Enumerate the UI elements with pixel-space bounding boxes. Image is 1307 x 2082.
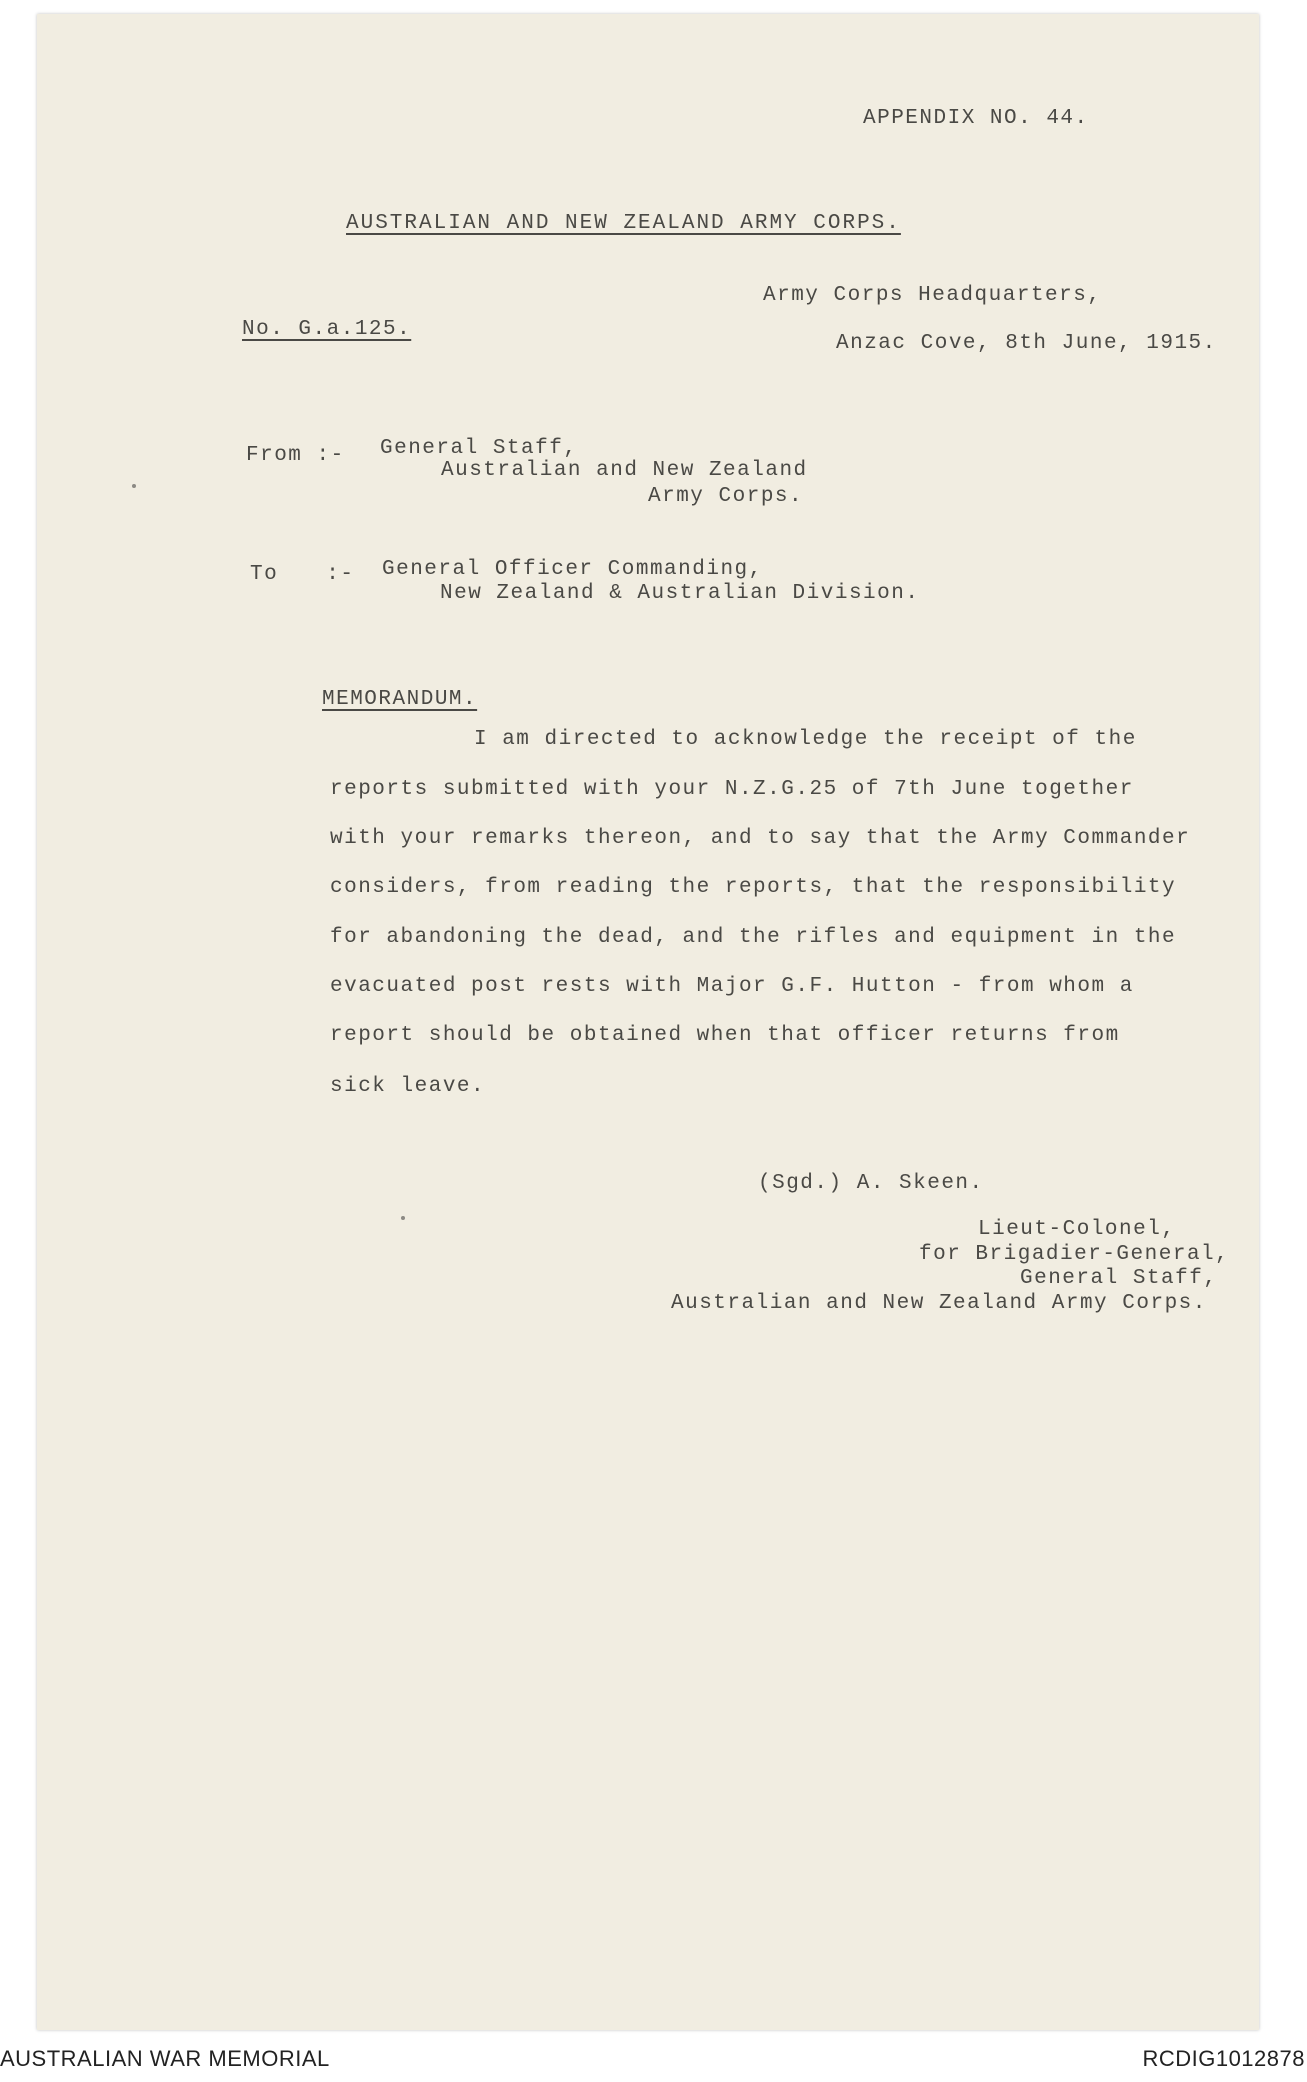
body-line: with your remarks thereon, and to say that the Army Commander — [330, 827, 1191, 850]
reference-number: No. G.a.125. — [242, 318, 412, 341]
body-line: considers, from reading the reports, that the responsibility — [330, 876, 1177, 899]
to-label: To :- — [250, 563, 355, 586]
body-line: sick leave. — [330, 1075, 486, 1098]
from-label: From :- — [246, 444, 345, 467]
footer-archive-name: AUSTRALIAN WAR MEMORIAL — [0, 2046, 330, 2071]
memorandum-page — [37, 14, 1259, 2030]
signature: (Sgd.) A. Skeen. — [758, 1172, 984, 1195]
body-line: report should be obtained when that officer returns from — [330, 1024, 1120, 1047]
signature-title: General Staff, — [1020, 1267, 1218, 1290]
from-line: General Staff, — [380, 437, 578, 460]
body-line: reports submitted with your N.Z.G.25 of 7th June together — [330, 778, 1134, 801]
body-line: evacuated post rests with Major G.F. Hutton - from whom a — [330, 975, 1134, 998]
to-line: New Zealand & Australian Division. — [440, 582, 920, 605]
footer-record-id: RCDIG1012878 — [1142, 2046, 1305, 2071]
from-line: Army Corps. — [648, 485, 804, 508]
body-line: I am directed to acknowledge the receipt of the — [474, 728, 1137, 751]
paper-speck — [401, 1216, 405, 1220]
signature-title: Australian and New Zealand Army Corps. — [671, 1292, 1207, 1315]
heading: AUSTRALIAN AND NEW ZEALAND ARMY CORPS. — [346, 212, 901, 235]
from-line: Australian and New Zealand — [441, 459, 808, 482]
signature-title: Lieut-Colonel, — [978, 1218, 1176, 1241]
signature-title: for Brigadier-General, — [919, 1243, 1230, 1266]
to-line: General Officer Commanding, — [382, 558, 763, 581]
appendix-number: APPENDIX NO. 44. — [863, 107, 1089, 130]
memorandum-title: MEMORANDUM. — [322, 688, 478, 711]
location: Army Corps Headquarters, — [763, 284, 1102, 307]
paper-speck — [132, 484, 136, 488]
date: Anzac Cove, 8th June, 1915. — [836, 332, 1217, 355]
body-line: for abandoning the dead, and the rifles and equipment in the — [330, 926, 1177, 949]
